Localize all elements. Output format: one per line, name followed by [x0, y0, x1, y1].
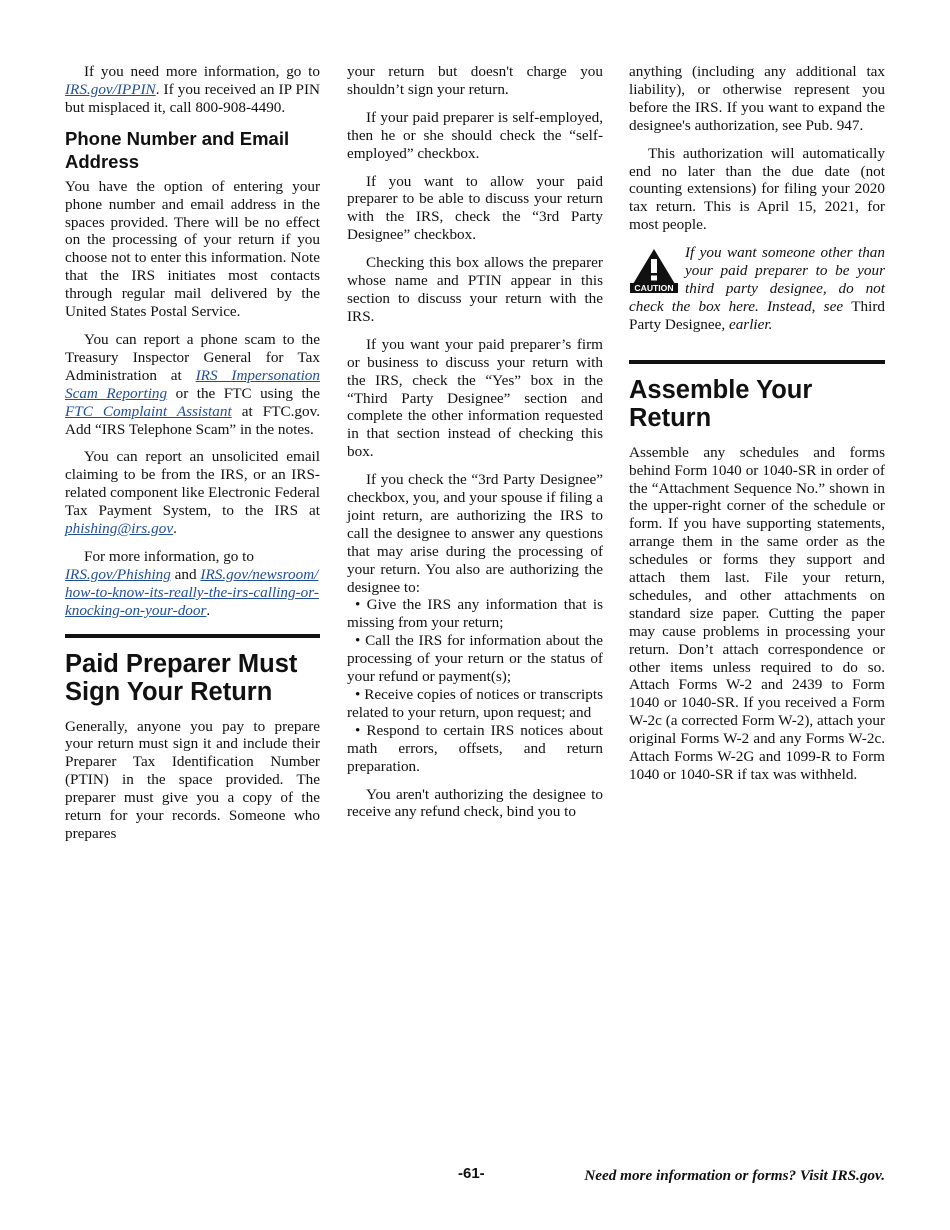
ippin-paragraph: If you need more information, go to IRS.gov/IPPIN. If you received an IP PIN but misplaced it, call 800-908-4490.: [65, 63, 320, 116]
paragraph: your return but doesn't charge you shouldn’t sign your return.: [347, 63, 603, 98]
paragraph: This authorization will automatically end no later than the due date (not counting extensions) for filing your 2020 tax return. This is April 15, 2021, for most people.: [629, 144, 885, 234]
bullet-item: • Call the IRS for information about the processing of your return or the status of your refund or payment(s);: [347, 632, 603, 686]
heading-phone-email: Phone Number and Email Address: [65, 127, 290, 172]
heading-assemble: Assemble Your Return: [629, 375, 813, 432]
caution-note: CAUTION If you want someone other than your paid preparer to be your third party designee, do not check the box here. Instead, see Third Party Designee, earlier.: [629, 244, 885, 333]
paragraph: If you check the “3rd Party Designee” checkbox, you, and your spouse if filing a joint return, are authorizing the IRS to call the designee to answer any questions that may arise during the processing of your return. You also are authorizing the designee to:: [347, 471, 603, 596]
link-phishing-email[interactable]: phishing@irs.gov: [65, 520, 174, 538]
bullet-item: • Respond to certain IRS notices about math errors, offsets, and return preparation.: [347, 721, 603, 775]
paragraph: You aren't authorizing the designee to receive any refund check, bind you to: [347, 785, 603, 821]
link-ftc-complaint[interactable]: FTC Complaint Assistant: [65, 402, 232, 420]
svg-text:CAUTION: CAUTION: [634, 283, 674, 294]
phone-scam-paragraph: You can report a phone scam to the Treasury Inspector General for Tax Administration at IRS Impersonation Scam Reporting or the FTC using the FTC Complaint Assistant at FTC.gov. Add “IRS Telephone Scam” in the notes.: [65, 330, 321, 438]
paragraph: If your paid preparer is self-employed, then he or she should check the “self-employed” checkbox.: [347, 108, 603, 162]
paragraph: If you want your paid preparer’s firm or business to discuss your return with the IRS, check the “Yes” box in the “Third Party Designee” section and complete the other information requested in that section instead of checking this box.: [347, 335, 603, 461]
paragraph: Checking this box allows the preparer whose name and PTIN appear in this section to discuss your return with the IRS.: [347, 254, 603, 325]
link-impersonation-scam[interactable]: IRS Impersonation Scam Reporting: [65, 366, 320, 402]
section-rule: [629, 360, 885, 364]
more-info-paragraph: For more information, go to IRS.gov/Phishing and IRS.gov/newsroom/how-to-know-its-really-the-irs-calling-or-knocking-on-your-door.: [65, 547, 319, 619]
assemble-paragraph: Assemble any schedules and forms behind Form 1040 or 1040-SR in order of the “Attachment Sequence No.” shown in the upper-right corner of the schedule or form. If you have supporting statements, arrange them in the same order as the schedules or forms they support and attach them last. File your return, schedules, and other attachments on standard size paper. Cutting the paper may cause problems in processing your return. Don’t attach correspondence or other items unless required to do so. Attach Forms W-2 and 2439 to Form 1040 or 1040-SR. If you received a Form W-2c (a corrected Form W-2), attach your original Forms W-2 and any Forms W-2c. Attach Forms W-2G and 1099-R to Form 1040 or 1040-SR if tax was withheld.: [629, 443, 885, 783]
page-number: -61-: [458, 1165, 485, 1182]
link-irs-phishing[interactable]: IRS.gov/Phishing: [65, 565, 171, 583]
page-footer: [0, 1165, 950, 1189]
column-2: [347, 63, 603, 831]
paid-preparer-paragraph: Generally, anyone you pay to prepare your return must sign it and include their Preparer Tax Identification Number (PTIN) in the space provided. The preparer must give you a copy of the return for your records. Someone who prepares: [65, 717, 320, 842]
bullet-item: • Receive copies of notices or transcripts related to your return, upon request; and: [347, 686, 603, 721]
paragraph: If you want to allow your paid preparer to be able to discuss your return with the IRS, check the “3rd Party Designee” checkbox.: [347, 172, 603, 244]
email-scam-paragraph: You can report an unsolicited email claiming to be from the IRS, or an IRS-related component like Electronic Federal Tax Payment System, to the IRS at phishing@irs.gov.: [65, 448, 320, 538]
footer-note: Need more information or forms? Visit IRS.gov.: [584, 1167, 885, 1184]
caution-icon: [629, 246, 679, 294]
column-1: [65, 63, 320, 853]
phone-email-paragraph: You have the option of entering your phone number and email address in the spaces provided. There will be no effect on the processing of your return if you choose not to enter this information. Note that the IRS initiates most contacts through regular mail delivered by the United States Postal Service.: [65, 177, 320, 321]
bullet-item: • Give the IRS any information that is missing from your return;: [347, 596, 603, 632]
paragraph: anything (including any additional tax liability), or otherwise represent you before the IRS. If you want to expand the designee's authorization, see Pub. 947.: [629, 63, 885, 134]
column-3: [629, 63, 885, 794]
heading-paid-preparer: Paid Preparer Must Sign Your Return: [65, 649, 298, 706]
link-ippin[interactable]: IRS.gov/IPPIN: [65, 80, 156, 98]
link-irs-newsroom[interactable]: IRS.gov/newsroom/how-to-know-its-really-the-irs-calling-or-knocking-on-your-door: [65, 565, 319, 619]
section-rule: [65, 634, 320, 638]
